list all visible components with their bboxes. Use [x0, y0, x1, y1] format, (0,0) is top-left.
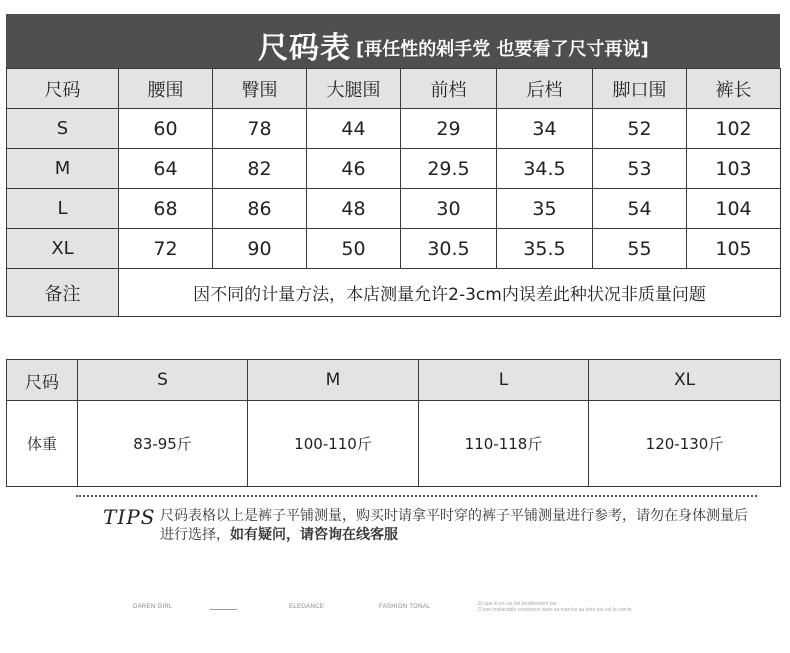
- value-cell: 103: [687, 149, 781, 189]
- footer-brand: DAREN GIRL: [133, 604, 173, 610]
- value-cell: 44: [307, 109, 401, 149]
- value-cell: 78: [213, 109, 307, 149]
- tips-text-bold: 如有疑问，请咨询在线客服: [230, 527, 398, 543]
- table-row: [7, 229, 781, 269]
- size-cell: XL: [7, 229, 119, 269]
- header-size-m: M: [248, 360, 419, 401]
- value-cell: 30.5: [401, 229, 497, 269]
- footer-fine-print: [478, 601, 632, 613]
- header-hem: 脚口围: [593, 69, 687, 109]
- value-cell: 34.5: [497, 149, 593, 189]
- value-cell: 102: [687, 109, 781, 149]
- title-bar: [6, 14, 780, 68]
- header-thigh: 大腿围: [307, 69, 401, 109]
- value-cell: 60: [119, 109, 213, 149]
- value-cell: 55: [593, 229, 687, 269]
- header-front-rise: 前档: [401, 69, 497, 109]
- value-cell: 64: [119, 149, 213, 189]
- fine-print-line: D'une implacable constance dans sa marche au bout qui est le cercle: [478, 607, 632, 613]
- value-cell: 46: [307, 149, 401, 189]
- value-cell: 90: [213, 229, 307, 269]
- header-length: 裤长: [687, 69, 781, 109]
- size-table-header-row: [7, 69, 781, 109]
- value-cell: 34: [497, 109, 593, 149]
- footer-elegance: ELEGANCE: [289, 604, 325, 610]
- weight-value: 100-110斤: [248, 401, 419, 487]
- value-cell: 30: [401, 189, 497, 229]
- value-cell: 72: [119, 229, 213, 269]
- value-cell: 86: [213, 189, 307, 229]
- header-size: 尺码: [7, 360, 78, 401]
- value-cell: 50: [307, 229, 401, 269]
- value-cell: 29.5: [401, 149, 497, 189]
- tips-text-plain: 尺码表格以上是裤子平铺测量，购买时请拿平时穿的裤子平铺测量进行参考，请勿在身体测量后进行选择，: [160, 508, 748, 543]
- value-cell: 82: [213, 149, 307, 189]
- header-size: 尺码: [7, 69, 119, 109]
- fine-print-line: Et que le jeu se fait terriblement pur: [478, 601, 557, 607]
- header-waist: 腰围: [119, 69, 213, 109]
- size-cell: S: [7, 109, 119, 149]
- dotted-divider: [76, 495, 757, 497]
- value-cell: 48: [307, 189, 401, 229]
- page-title: 尺码表: [258, 31, 351, 66]
- table-row: [7, 401, 781, 487]
- value-cell: 53: [593, 149, 687, 189]
- note-row: [7, 269, 781, 317]
- note-text: 因不同的计量方法，本店测量允许2-3cm内误差此种状况非质量问题: [119, 269, 781, 317]
- weight-chart-table: [6, 359, 781, 487]
- footer-divider: [210, 609, 237, 610]
- value-cell: 68: [119, 189, 213, 229]
- tips-label: TIPS: [103, 505, 156, 529]
- table-row: [7, 189, 781, 229]
- header-size-s: S: [78, 360, 248, 401]
- value-cell: 54: [593, 189, 687, 229]
- size-cell: M: [7, 149, 119, 189]
- footer-fashion: FASHION TONAL: [379, 604, 431, 610]
- weight-label: 体重: [7, 401, 78, 487]
- weight-table-header-row: [7, 360, 781, 401]
- weight-value: 83-95斤: [78, 401, 248, 487]
- value-cell: 52: [593, 109, 687, 149]
- tips-text: [160, 507, 760, 545]
- header-size-l: L: [419, 360, 589, 401]
- table-row: [7, 109, 781, 149]
- weight-value: 120-130斤: [589, 401, 781, 487]
- header-back-rise: 后档: [497, 69, 593, 109]
- header-size-xl: XL: [589, 360, 781, 401]
- value-cell: 29: [401, 109, 497, 149]
- table-row: [7, 149, 781, 189]
- weight-value: 110-118斤: [419, 401, 589, 487]
- header-hip: 臀围: [213, 69, 307, 109]
- value-cell: 35.5: [497, 229, 593, 269]
- value-cell: 35: [497, 189, 593, 229]
- page-subtitle: [再任性的剁手党 也要看了尺寸再说]: [356, 39, 649, 60]
- value-cell: 104: [687, 189, 781, 229]
- size-cell: L: [7, 189, 119, 229]
- value-cell: 105: [687, 229, 781, 269]
- size-chart-table: [6, 68, 781, 317]
- note-label: 备注: [7, 269, 119, 317]
